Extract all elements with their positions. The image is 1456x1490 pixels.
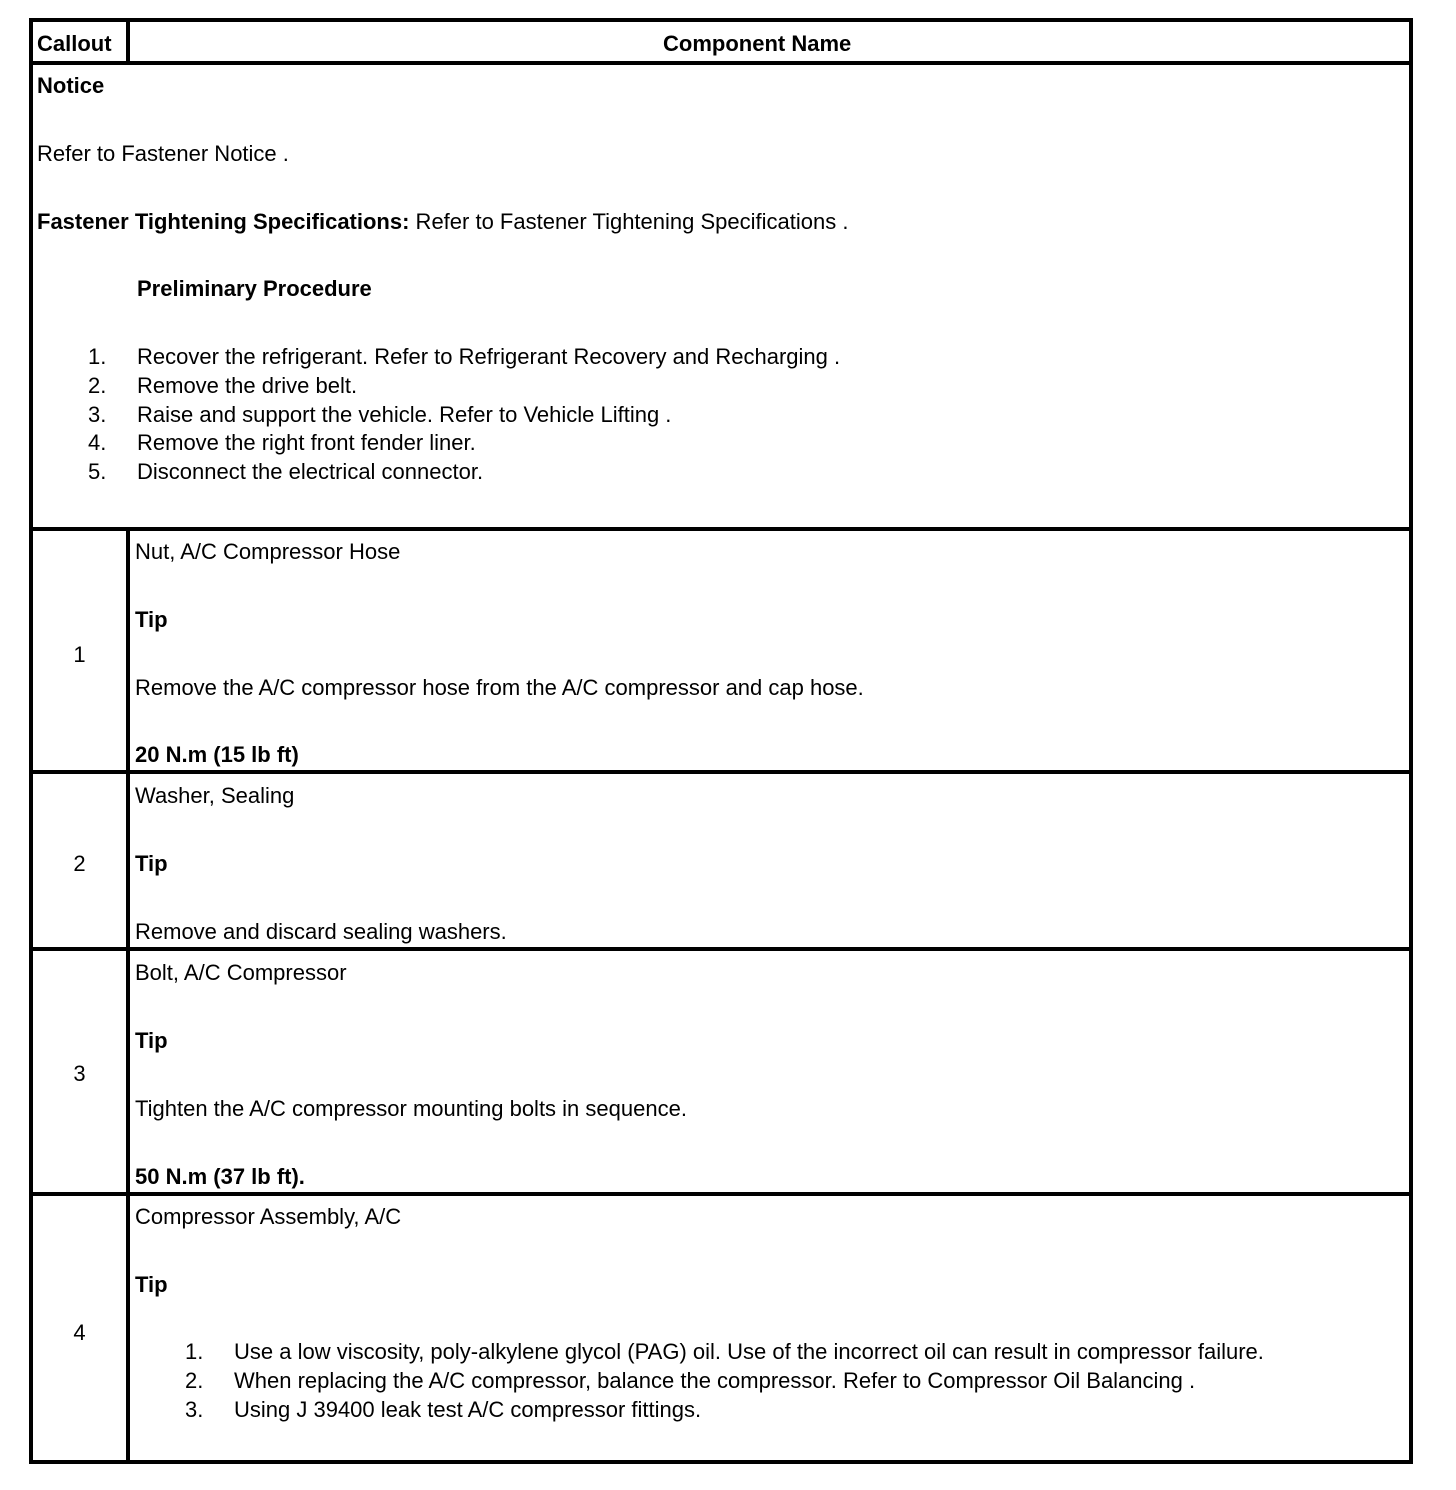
list-item-number: 1. [88, 344, 107, 369]
tip-text: Remove the A/C compressor hose from the A/C compressor and cap hose. [135, 675, 864, 700]
notice-title: Notice [37, 73, 105, 98]
divider [33, 947, 1409, 951]
torque-spec: 50 N.m (37 lb ft). [135, 1164, 305, 1189]
tip-label: Tip [135, 1272, 168, 1297]
divider [33, 61, 1409, 65]
component-name: Washer, Sealing [135, 783, 295, 808]
list-item: Disconnect the electrical connector. [137, 459, 484, 484]
list-item-number: 4. [88, 430, 107, 455]
list-item: Remove the right front fender liner. [137, 430, 476, 455]
tip-label: Tip [135, 851, 168, 876]
divider [33, 770, 1409, 774]
column-divider [126, 22, 130, 61]
tip-label: Tip [135, 1028, 168, 1053]
list-item: Recover the refrigerant. Refer to Refrigerant Recovery and Recharging . [137, 344, 841, 369]
spec-text: Refer to Fastener Tightening Specifications . [409, 209, 849, 234]
tip-text: Tighten the A/C compressor mounting bolts in sequence. [135, 1096, 687, 1121]
list-item-number: 2. [88, 373, 107, 398]
component-name: Nut, A/C Compressor Hose [135, 539, 401, 564]
list-item: Raise and support the vehicle. Refer to Vehicle Lifting . [137, 402, 672, 427]
header-callout: Callout [37, 31, 112, 56]
component-name: Bolt, A/C Compressor [135, 960, 347, 985]
spec-line [37, 209, 848, 235]
notice-text: Refer to Fastener Notice . [37, 141, 289, 166]
list-item: When replacing the A/C compressor, balance the compressor. Refer to Compressor Oil Balancing . [234, 1368, 1196, 1393]
divider [33, 527, 1409, 531]
preliminary-title: Preliminary Procedure [137, 276, 372, 301]
list-item-number: 1. [185, 1339, 204, 1364]
callout-number: 2 [73, 851, 86, 876]
list-item: Use a low viscosity, poly-alkylene glycol (PAG) oil. Use of the incorrect oil can result in compressor failure. [234, 1339, 1264, 1364]
tip-label: Tip [135, 607, 168, 632]
list-item-number: 3. [185, 1397, 204, 1422]
callout-number: 1 [73, 642, 86, 667]
list-item-number: 5. [88, 459, 107, 484]
torque-spec: 20 N.m (15 lb ft) [135, 742, 299, 767]
component-name: Compressor Assembly, A/C [135, 1204, 402, 1229]
procedure-table [29, 18, 1413, 1464]
tip-text: Remove and discard sealing washers. [135, 919, 507, 944]
callout-number: 4 [73, 1320, 86, 1345]
callout-number: 3 [73, 1061, 86, 1086]
list-item: Remove the drive belt. [137, 373, 358, 398]
list-item: Using J 39400 leak test A/C compressor fittings. [234, 1397, 702, 1422]
spec-label: Fastener Tightening Specifications: [37, 209, 410, 234]
list-item-number: 2. [185, 1368, 204, 1393]
list-item-number: 3. [88, 402, 107, 427]
column-divider [126, 527, 130, 1460]
header-component-name: Component Name [663, 31, 852, 56]
divider [33, 1192, 1409, 1196]
